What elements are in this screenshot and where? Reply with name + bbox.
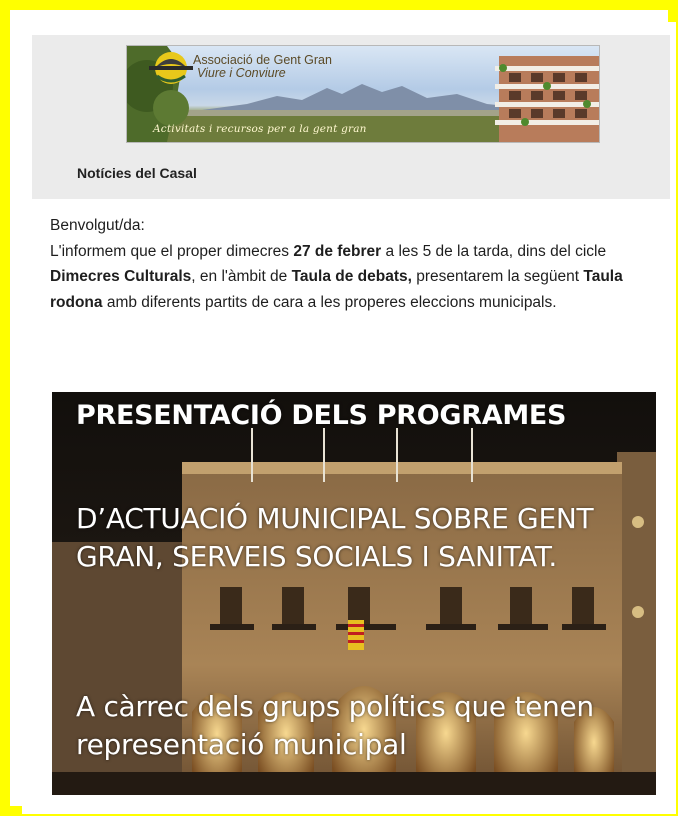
poster-subtitle: D’ACTUACIÓ MUNICIPAL SOBRE GENT GRAN, SERVEIS SOCIALS I SANITAT.	[76, 502, 594, 573]
scope-name: Taula de debats,	[291, 268, 412, 285]
event-type: Taula rodona	[50, 268, 623, 311]
header	[32, 35, 670, 199]
banner-image	[126, 45, 600, 143]
event-poster	[52, 392, 656, 795]
org-name-line1: Associació de Gent Gran	[193, 53, 332, 67]
org-name-line2: Viure i Conviure	[197, 66, 286, 80]
greeting: Benvolgut/da:	[50, 217, 145, 234]
poster-title: PRESENTACIÓ DELS PROGRAMES	[76, 400, 567, 431]
banner-slogan: Activitats i recursos per a la gent gran	[153, 123, 367, 135]
newsletter	[22, 22, 676, 814]
letter-body	[50, 213, 660, 315]
section-title: Notícies del Casal	[77, 165, 197, 181]
cycle-name: Dimecres Culturals	[50, 268, 192, 285]
poster-footer: A càrrec dels grups polítics que tenen representació municipal	[76, 690, 594, 761]
organization-name	[193, 54, 332, 80]
flag-icon	[348, 620, 364, 650]
event-date: 27 de febrer	[293, 242, 382, 260]
letter-paragraph: L'informem que el proper dimecres 27 de febrer a les 5 de la tarda, dins del cicle Dimecres Culturals, en l'àmbit de Taula de debats, presentarem la següent Taula rodona amb diferents partits de cara a les properes eleccions municipals.	[50, 242, 623, 311]
